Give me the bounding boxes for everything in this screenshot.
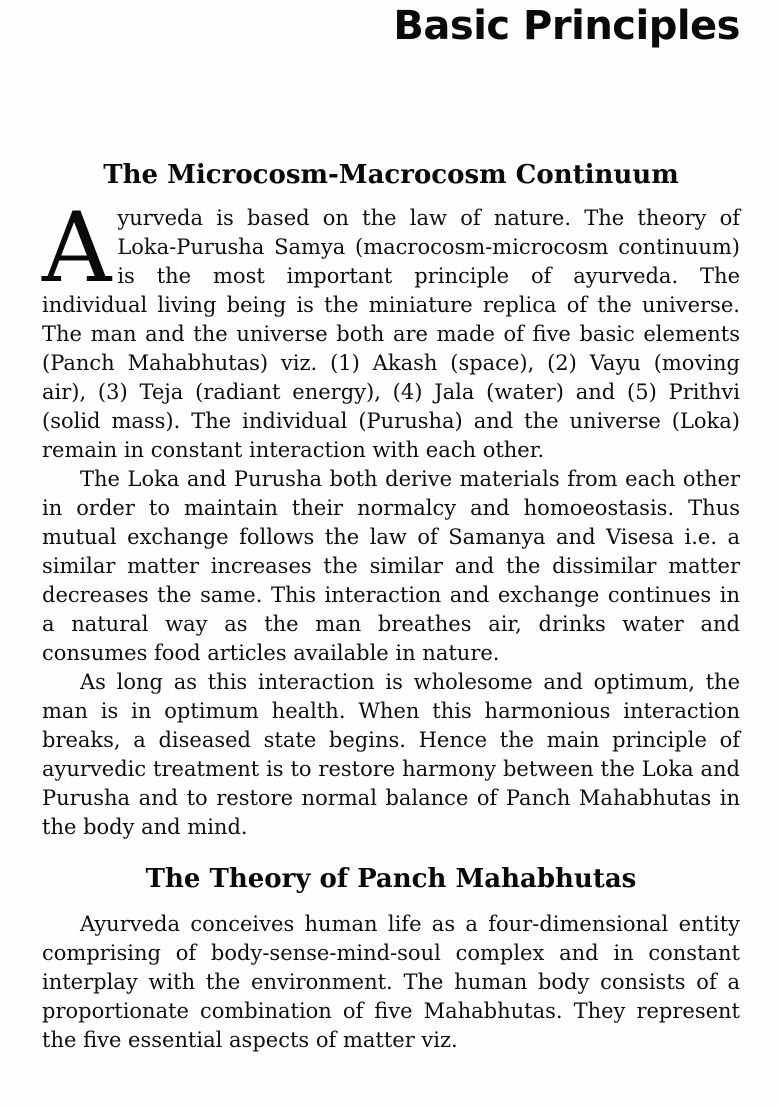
paragraph-mahabhutas-intro: Ayurveda conceives human life as a four-dimensional entity comprising of body-sense-mind-soul complex and in constant interplay with the environment. The human body consists of a proportionate combination of five Mahabhutas. They represent the five essential aspects of matter viz. [42,912,740,1052]
page-title: Basic Principles [393,3,740,49]
paragraph-continuum-intro [42,192,740,465]
section-heading-microcosm-macrocosm: The Microcosm-Macrocosm Continuum [103,160,679,190]
paragraph-text: yurveda is based on the law of nature. The theory of Loka-Purusha Samya (macrocosm-microcosm continuum) is the most important principle of ayurveda. The individual living being is the miniature replica of the universe. The man and the universe both are made of five basic elements (Panch Mahabhutas) viz. (1) Akash (space), (2) Vayu (moving air), (3) Teja (radiant energy), (4) Jala (water) and (5) Prithvi (solid mass). The individual (Purusha) and the universe (Loka) remain in constant interaction with each other. [42,206,740,462]
drop-cap-letter: A [42,192,112,304]
paragraph-interaction-health: As long as this interaction is wholesome and optimum, the man is in optimum health. When this harmonious interaction breaks, a diseased state begins. Hence the main principle of ayurvedic treatment is to restore harmony between the Loka and Purusha and to restore normal balance of Panch Mahabhutas in the body and mind. [42,670,740,839]
paragraph-loka-purusha-exchange: The Loka and Purusha both derive materials from each other in order to maintain their normalcy and homoeostasis. Thus mutual exchange follows the law of Samanya and Visesa i.e. a similar matter increases the similar and the dissimilar matter decreases the same. This interaction and exchange continues in a natural way as the man breathes air, drinks water and consumes food articles available in nature. [42,467,740,665]
section-heading-panch-mahabhutas: The Theory of Panch Mahabhutas [145,864,637,894]
